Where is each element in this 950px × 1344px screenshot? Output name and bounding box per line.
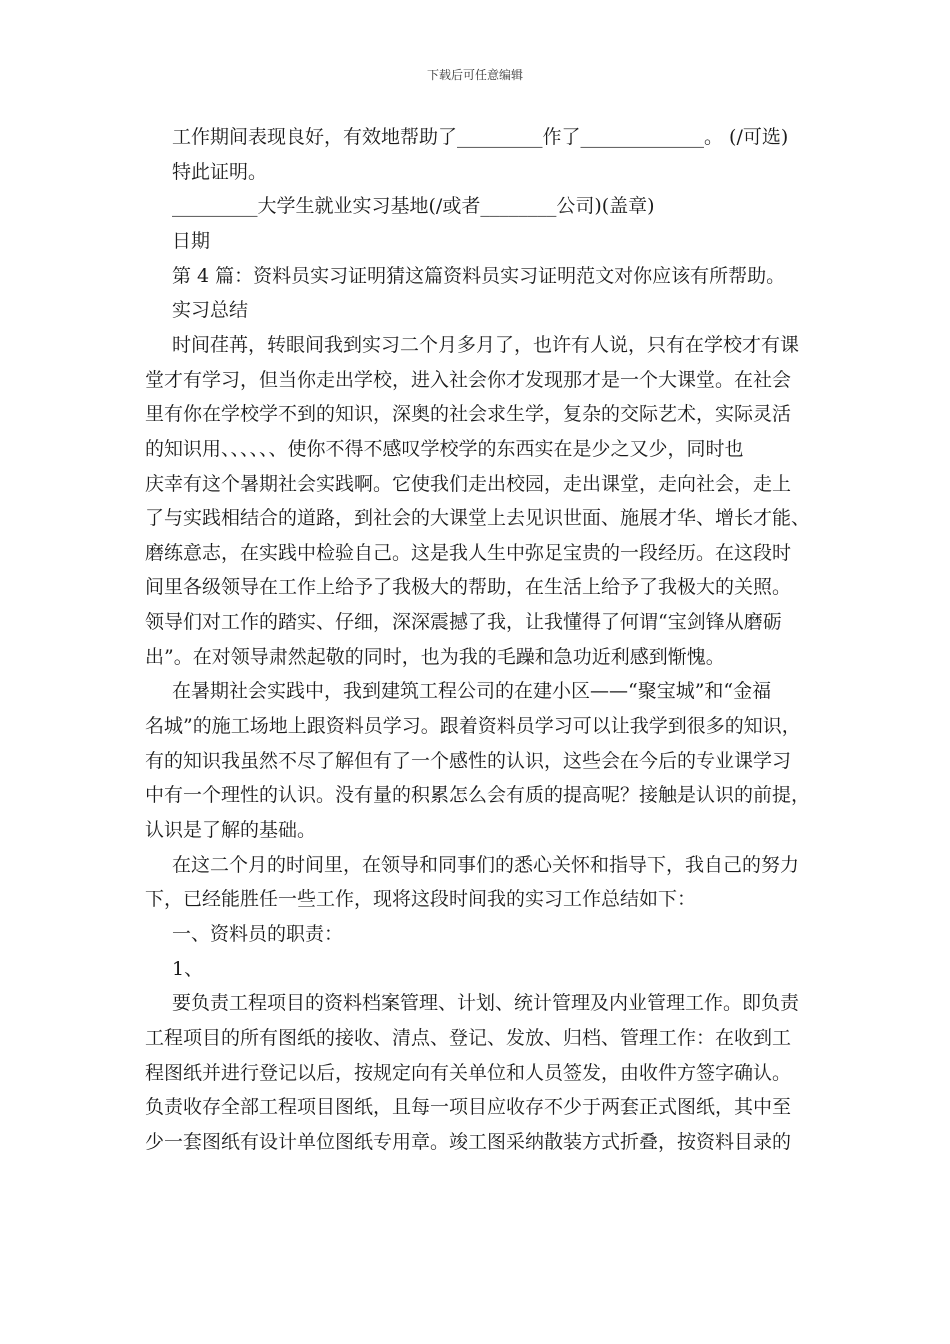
text-line: 间里各级领导在工作上给予了我极大的帮助，在生活上给予了我极大的关照。 — [145, 576, 792, 599]
text-line: 庆幸有这个暑期社会实践啊。它使我们走出校园，走出课堂，走向社会，走上 — [145, 472, 792, 495]
text-line: 磨练意志，在实践中检验自己。这是我人生中弥足宝贵的一段经历。在这段时 — [145, 541, 792, 564]
text-line: 下，已经能胜任一些工作，现将这段时间我的实习工作总结如下： — [145, 888, 697, 911]
text-line: 里有你在学校学不到的知识，深奥的社会求生学，复杂的交际艺术，实际灵活 — [145, 403, 792, 426]
text-line: _________大学生就业实习基地(/或者________公司)(盖章) — [172, 195, 655, 218]
text-line: 第 4 篇：资料员实习证明猜这篇资料员实习证明范文对你应该有所帮助。 — [172, 264, 786, 287]
text-line: 日期 — [172, 229, 211, 252]
text-line: 有的知识我虽然不尽了解但有了一个感性的认识，这些会在今后的专业课学习 — [145, 749, 792, 772]
text-line: 名城”的施工场地上跟资料员学习。跟着资料员学习可以让我学到很多的知识， — [145, 715, 801, 738]
text-line: 在这二个月的时间里，在领导和同事们的悉心关怀和指导下，我自己的努力 — [172, 853, 800, 876]
text-line: 时间荏苒，转眼间我到实习二个月多月了，也许有人说，只有在学校才有课 — [172, 333, 800, 356]
text-line: 实习总结 — [172, 299, 249, 322]
text-line: 程图纸并进行登记以后，按规定向有关单位和人员签发，由收件方签字确认。 — [145, 1061, 792, 1084]
text-line: 1、 — [172, 957, 204, 980]
text-line: 中有一个理性的认识。没有量的积累怎么会有质的提高呢？接触是认识的前提， — [145, 784, 811, 807]
text-line: 了与实践相结合的道路，到社会的大课堂上去见识世面、施展才华、增长才能、 — [145, 507, 811, 530]
text-line: 一、资料员的职责： — [172, 922, 344, 945]
text-line: 特此证明。 — [172, 160, 268, 183]
text-line: 出”。在对领导肃然起敬的同时，也为我的毛躁和急功近利感到惭愧。 — [145, 645, 725, 668]
text-line: 少一套图纸有设计单位图纸专用章。竣工图采纳散装方式折叠，按资料目录的 — [145, 1130, 792, 1153]
text-line: 工程项目的所有图纸的接收、清点、登记、发放、归档、管理工作：在收到工 — [145, 1026, 792, 1049]
text-line: 工作期间表现良好，有效地帮助了_________作了_____________。 (/可选) — [172, 126, 789, 148]
text-line: 的知识用、、、、、、使你不得不感叹学校学的东西实在是少之又少，同时也 — [145, 437, 744, 460]
page-header-note: 下载后可任意编辑 — [426, 68, 523, 82]
text-line: 堂才有学习，但当你走出学校，进入社会你才发现那才是一个大课堂。在社会 — [145, 368, 792, 391]
text-line: 负责收存全部工程项目图纸，且每一项目应收存不少于两套正式图纸，其中至 — [145, 1096, 792, 1119]
text-line: 要负责工程项目的资料档案管理、计划、统计管理及内业管理工作。即负责 — [172, 992, 800, 1015]
text-line: 认识是了解的基础。 — [145, 819, 317, 841]
text-line: 在暑期社会实践中，我到建筑工程公司的在建小区——“聚宝城”和“金福 — [172, 680, 772, 703]
text-line: 领导们对工作的踏实、仔细，深深震撼了我，让我懂得了何谓“宝剑锋从磨砺 — [145, 611, 782, 634]
